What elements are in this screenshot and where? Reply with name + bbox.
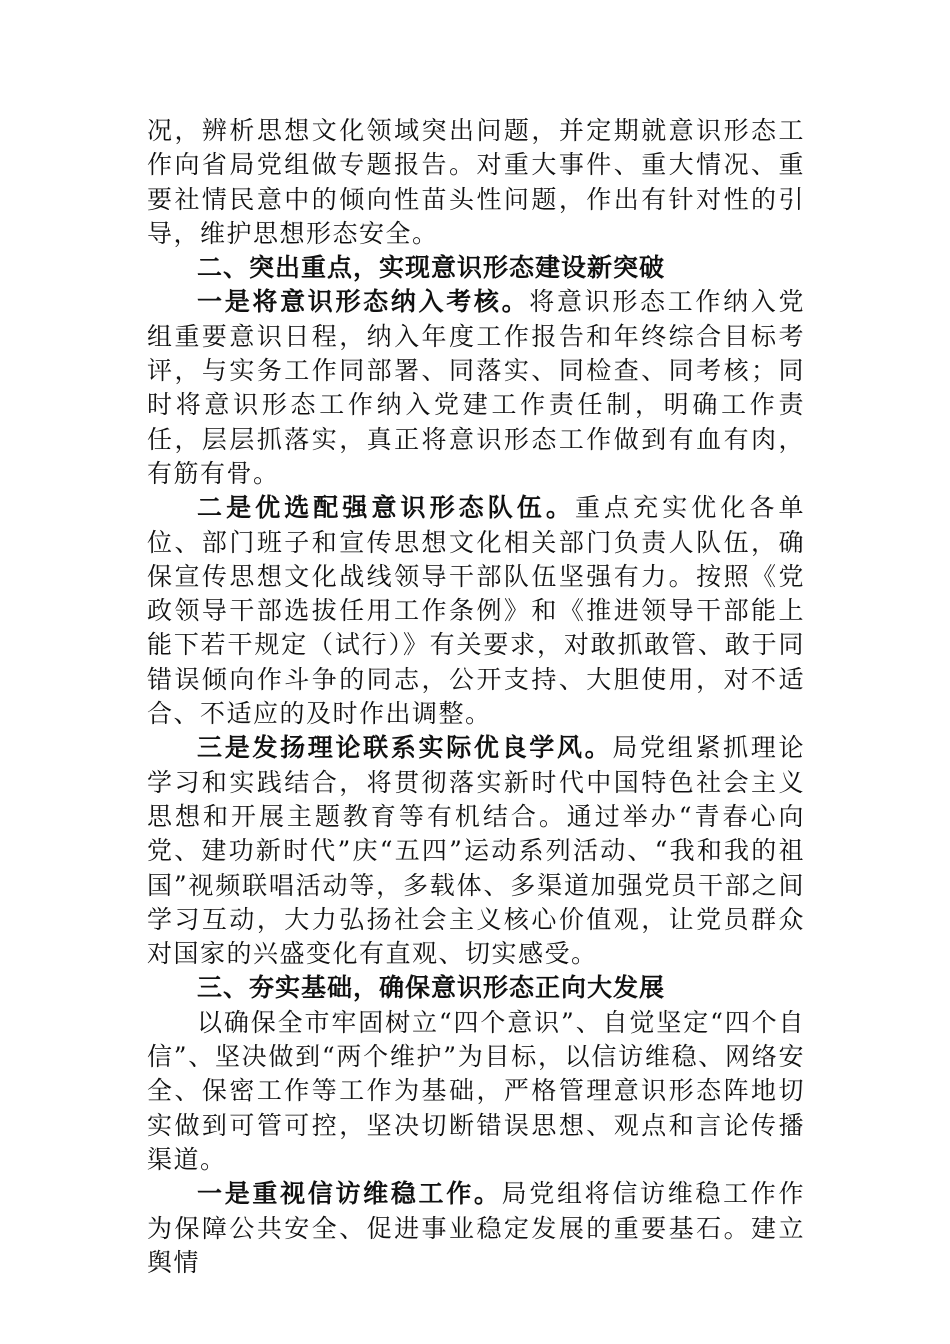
paragraph-body: 将意识形态工作纳入党组重要意识日程，纳入年度工作报告和年终综合目标考评，与实务工作同部署、同落实、同检查、同考核；同时将意识形态工作纳入党建工作责任制，明确工作责任，层层抓落实，真正将意识形态工作做到有血有肉，有筋有骨。 bbox=[147, 287, 805, 488]
paragraph-continuation: 况，辨析思想文化领域突出问题，并定期就意识形态工作向省局党组做专题报告。对重大事件、重大情况、重要社情民意中的倾向性苗头性问题，作出有针对性的引导，维护思想形态安全。 bbox=[147, 116, 805, 248]
section-heading-3: 三、夯实基础，确保意识形态正向大发展 bbox=[197, 973, 666, 1003]
paragraph-study-style bbox=[147, 731, 805, 971]
document-page bbox=[147, 114, 805, 1280]
paragraph-lead: 三是发扬理论联系实际优良学风。 bbox=[197, 733, 613, 763]
paragraph-foundation: 以确保全市牢固树立“四个意识”、自觉坚定“四个自信”、坚决做到“两个维护”为目标，以信访维稳、网络安全、保密工作等工作为基础，严格管理意识形态阵地切实做到可管可控，坚决切断错误思想、观点和言论传播渠道。 bbox=[147, 1007, 805, 1174]
paragraph-lead: 二是优选配强意识形态队伍。 bbox=[197, 493, 575, 523]
paragraph-body: 重点充实优化各单位、部门班子和宣传思想文化相关部门负责人队伍，确保宣传思想文化战线领导干部队伍坚强有力。按照《党政领导干部选拔任用工作条例》和《推进领导干部能上能下若干规定（试行）》有关要求，对敢抓敢管、敢于同错误倾向作斗争的同志，公开支持、大胆使用，对不适合、不适应的及时作出调整。 bbox=[147, 493, 805, 729]
paragraph-lead: 一是重视信访维稳工作。 bbox=[197, 1179, 502, 1209]
paragraph-assessment bbox=[147, 285, 805, 491]
paragraph-body: 局党组将信访维稳工作作为保障公共安全、促进事业稳定发展的重要基石。建立舆情 bbox=[147, 1179, 805, 1277]
paragraph-lead: 一是将意识形态纳入考核。 bbox=[197, 287, 530, 317]
paragraph-petition bbox=[147, 1177, 805, 1280]
section-heading-2: 二、突出重点，实现意识形态建设新突破 bbox=[197, 253, 666, 283]
paragraph-team bbox=[147, 491, 805, 731]
paragraph-body: 局党组紧抓理论学习和实践结合，将贯彻落实新时代中国特色社会主义思想和开展主题教育等有机结合。通过举办“青春心向党、建功新时代”庆“五四”运动系列活动、“我和我的祖国”视频联唱活动等，多载体、多渠道加强党员干部之间学习互动，大力弘扬社会主义核心价值观，让党员群众对国家的兴盛变化有直观、切实感受。 bbox=[147, 733, 805, 969]
